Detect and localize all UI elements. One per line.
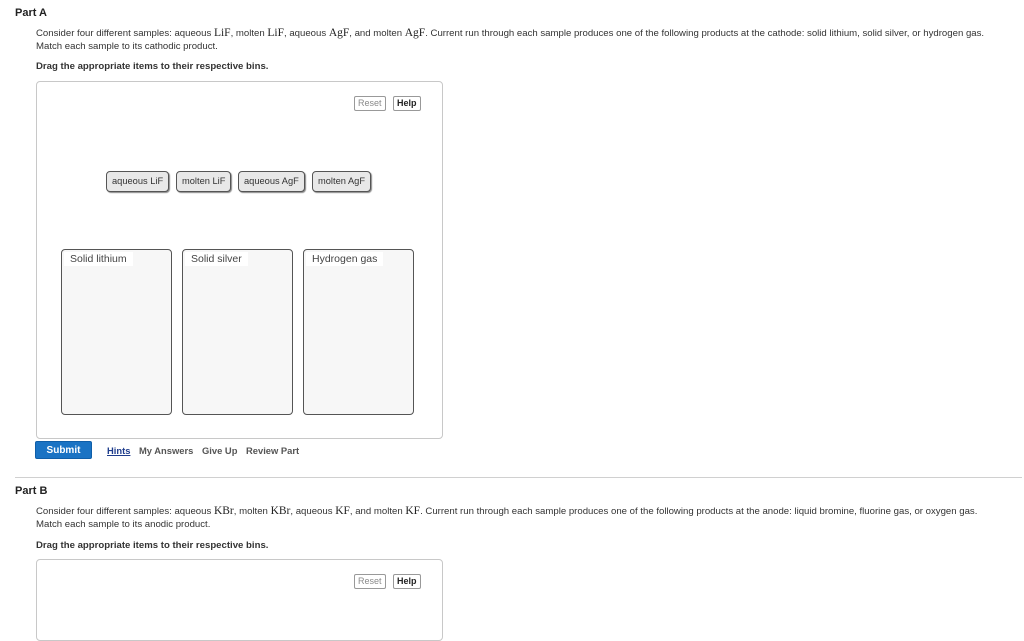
- give-up-link[interactable]: Give Up: [202, 445, 238, 456]
- part-b-prompt: [36, 505, 996, 531]
- my-answers-link[interactable]: My Answers: [139, 445, 194, 456]
- formula-kbr: KBr: [270, 505, 291, 517]
- hints-link[interactable]: Hints: [107, 445, 131, 456]
- bin-label: Solid lithium: [64, 252, 133, 266]
- part-a-title: Part A: [15, 7, 47, 19]
- part-a-prompt: [36, 27, 996, 53]
- section-divider: [15, 477, 1022, 478]
- reset-button[interactable]: Reset: [354, 574, 386, 589]
- prompt-text: . Current run through each sample produces one of the following products at the anode: liquid bromine, fluorine gas, or oxygen gas. Match each sample to its anodic product.: [36, 506, 978, 530]
- formula-agf: AgF: [404, 27, 426, 39]
- prompt-text: , aqueous: [284, 28, 329, 39]
- drag-item-molten-agf[interactable]: molten AgF: [312, 171, 371, 192]
- drag-item-aqueous-agf[interactable]: aqueous AgF: [238, 171, 305, 192]
- prompt-text: , and molten: [349, 28, 405, 39]
- bin-solid-silver[interactable]: [182, 249, 293, 415]
- part-a-drag-panel: [36, 81, 443, 439]
- prompt-text: , aqueous: [290, 506, 336, 517]
- formula-agf: AgF: [328, 27, 350, 39]
- review-part-link[interactable]: Review Part: [246, 445, 300, 456]
- bin-solid-lithium[interactable]: [61, 249, 172, 415]
- part-b-title: Part B: [15, 485, 48, 497]
- bin-hydrogen-gas[interactable]: [303, 249, 414, 415]
- prompt-text: , and molten: [349, 506, 406, 517]
- drag-item-aqueous-lif[interactable]: aqueous LiF: [106, 171, 169, 192]
- help-button[interactable]: Help: [393, 574, 421, 589]
- part-b-drag-panel: [36, 559, 443, 641]
- formula-kf: KF: [405, 505, 421, 517]
- submit-button[interactable]: Submit: [35, 441, 92, 459]
- formula-lif: LiF: [213, 27, 231, 39]
- reset-button[interactable]: Reset: [354, 96, 386, 111]
- prompt-text: , molten: [233, 506, 271, 517]
- formula-kf: KF: [335, 505, 350, 517]
- prompt-text: , molten: [230, 28, 268, 39]
- help-button[interactable]: Help: [393, 96, 421, 111]
- part-b-instruction: Drag the appropriate items to their respective bins.: [36, 540, 269, 551]
- prompt-text: Consider four different samples: aqueous: [36, 28, 214, 39]
- prompt-text: Consider four different samples: aqueous: [36, 506, 214, 517]
- bin-label: Solid silver: [185, 252, 248, 266]
- drag-item-molten-lif[interactable]: molten LiF: [176, 171, 231, 192]
- part-a-instruction: Drag the appropriate items to their respective bins.: [36, 61, 269, 72]
- formula-lif: LiF: [267, 27, 284, 39]
- bin-label: Hydrogen gas: [306, 252, 383, 266]
- formula-kbr: KBr: [213, 505, 234, 517]
- prompt-text: . Current run through each sample produces one of the following products at the cathode: solid lithium, solid silver, or hydrogen gas. Match each sample to its cathodic product.: [36, 28, 985, 52]
